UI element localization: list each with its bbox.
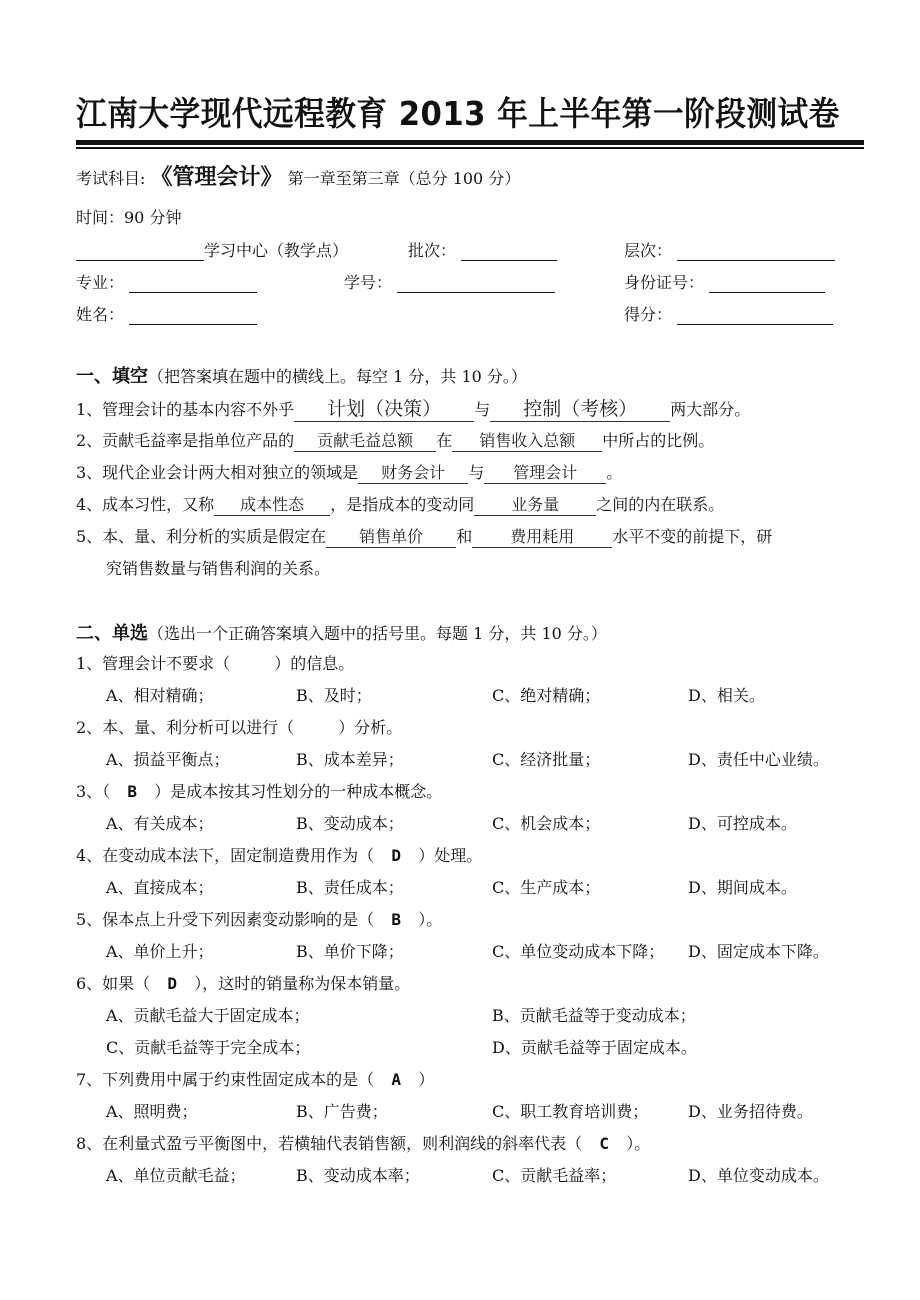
answer-blank[interactable]: 控制（考核）: [490, 394, 670, 422]
question-stem: ）: [418, 1070, 435, 1089]
answer-slot[interactable]: C: [599, 1134, 609, 1153]
student-no-row: [344, 270, 555, 293]
fill-question-1: [76, 394, 750, 422]
study-center-field[interactable]: [76, 242, 204, 261]
fill-question-2: [76, 428, 714, 452]
mcq-question-2: [76, 715, 402, 738]
question-stem: 5、保本点上升受下列因素变动影响的是（: [76, 910, 375, 929]
name-field[interactable]: [129, 306, 257, 325]
option-c[interactable]: C、贡献毛益率；: [492, 1166, 617, 1185]
answer-slot[interactable]: B: [391, 910, 401, 929]
option-b[interactable]: B、广告费；: [296, 1102, 388, 1121]
option-d[interactable]: D、期间成本。: [688, 878, 797, 897]
mcq-question-3: [76, 779, 442, 802]
level-field[interactable]: [677, 242, 835, 261]
option-b[interactable]: B、单价下降；: [296, 942, 404, 961]
option-a[interactable]: A、有关成本；: [106, 814, 214, 833]
mcq-question-1: [76, 651, 354, 674]
fill-question-5: [76, 524, 772, 548]
question-text: 中所占的比例。: [602, 431, 715, 450]
answer-blank[interactable]: 管理会计: [484, 460, 606, 484]
fill-question-3: [76, 460, 622, 484]
section2-heading: 二、单选: [76, 623, 148, 644]
question-text: 与: [468, 463, 485, 482]
question-stem: 1、管理会计不要求（: [76, 654, 231, 673]
subject-scope: 第一章至第三章（总分 100 分）: [287, 169, 521, 188]
question-text: 水平不变的前提下，研: [612, 527, 773, 546]
option-a[interactable]: A、直接成本；: [106, 878, 214, 897]
id-label: 身份证号：: [624, 273, 705, 292]
option-b[interactable]: B、成本差异；: [296, 750, 404, 769]
question-stem: 4、在变动成本法下，固定制造费用作为（: [76, 846, 375, 865]
question-text: 在: [436, 431, 453, 450]
question-stem: ），这时的销量称为保本销量。: [194, 974, 411, 993]
question-text: 两大部分。: [670, 400, 751, 419]
student-no-label: 学号：: [344, 273, 393, 292]
section2-header: [76, 619, 607, 645]
score-label: 得分：: [624, 305, 673, 324]
option-b[interactable]: B、贡献毛益等于变动成本；: [492, 1006, 696, 1025]
question-stem: 3、（: [76, 782, 111, 801]
answer-slot[interactable]: A: [391, 1070, 401, 1089]
major-label: 专业：: [76, 273, 125, 292]
option-a[interactable]: A、照明费；: [106, 1102, 198, 1121]
option-d[interactable]: D、固定成本下降。: [688, 942, 829, 961]
mcq-question-4: [76, 843, 482, 866]
question-stem: 8、在利量式盈亏平衡图中，若横轴代表销售额，则利润线的斜率代表（: [76, 1134, 583, 1153]
question-text: 1、管理会计的基本内容不外乎: [76, 400, 295, 419]
question-text: 2、贡献毛益率是指单位产品的: [76, 431, 295, 450]
question-text: 和: [456, 527, 473, 546]
option-d[interactable]: D、责任中心业绩。: [688, 750, 829, 769]
major-field[interactable]: [129, 274, 257, 293]
mcq-question-6: [76, 971, 410, 994]
question-stem: ）处理。: [418, 846, 483, 865]
id-field[interactable]: [709, 274, 825, 293]
question-stem: 7、下列费用中属于约束性固定成本的是（: [76, 1070, 375, 1089]
option-a[interactable]: A、单位贡献毛益；: [106, 1166, 246, 1185]
option-b[interactable]: B、变动成本；: [296, 814, 404, 833]
question-stem: ）。: [626, 1134, 651, 1153]
exam-title: 江南大学现代远程教育 2013 年上半年第一阶段测试卷: [76, 94, 840, 133]
option-d[interactable]: D、可控成本。: [688, 814, 797, 833]
answer-slot[interactable]: B: [127, 782, 137, 801]
option-c[interactable]: C、经济批量；: [492, 750, 601, 769]
level-row: [624, 238, 835, 261]
batch-label: 批次：: [408, 241, 457, 260]
question-text: 5、本、量、利分析的实质是假定在: [76, 527, 327, 546]
mcq-question-5: [76, 907, 442, 930]
section1-instructions: （把答案填在题中的横线上。每空 1 分，共 10 分。）: [148, 367, 527, 386]
option-d[interactable]: D、相关。: [688, 686, 765, 705]
section1-header: [76, 362, 527, 388]
subject-line: [76, 160, 520, 191]
study-center-label: 学习中心（教学点）: [204, 241, 349, 260]
question-stem: ）分析。: [338, 718, 403, 737]
fill-question-5-cont: 究销售数量与销售利润的关系。: [106, 559, 331, 578]
option-d[interactable]: D、业务招待费。: [688, 1102, 813, 1121]
answer-blank[interactable]: 销售收入总额: [452, 428, 602, 452]
time-line: 时间：90 分钟: [76, 208, 182, 227]
mcq-question-7: [76, 1067, 434, 1090]
option-a[interactable]: A、损益平衡点；: [106, 750, 230, 769]
question-text: 3、现代企业会计两大相对独立的领域是: [76, 463, 359, 482]
question-text: 与: [474, 400, 491, 419]
option-d[interactable]: D、单位变动成本。: [688, 1166, 829, 1185]
score-field[interactable]: [677, 306, 833, 325]
answer-blank[interactable]: 贡献毛益总额: [294, 428, 436, 452]
name-label: 姓名：: [76, 305, 125, 324]
answer-slot[interactable]: D: [167, 974, 177, 993]
answer-slot[interactable]: D: [391, 846, 401, 865]
option-c[interactable]: C、机会成本；: [492, 814, 601, 833]
section2-instructions: （选出一个正确答案填入题中的括号里。每题 1 分，共 10 分。）: [148, 624, 607, 643]
question-stem: ）。: [418, 910, 443, 929]
title-rule-thick: [76, 140, 864, 145]
question-text: 。: [606, 463, 623, 482]
option-c[interactable]: C、绝对精确；: [492, 686, 601, 705]
major-row: [76, 270, 257, 293]
option-a[interactable]: A、贡献毛益大于固定成本；: [106, 1006, 310, 1025]
level-label: 层次：: [624, 241, 673, 260]
answer-blank[interactable]: 成本性态: [214, 492, 330, 516]
answer-blank[interactable]: 费用耗用: [472, 524, 612, 548]
subject-name: 《管理会计》: [150, 165, 283, 190]
question-stem: 6、如果（: [76, 974, 151, 993]
option-c[interactable]: C、职工教育培训费；: [492, 1102, 649, 1121]
option-d[interactable]: D、贡献毛益等于固定成本。: [492, 1038, 697, 1057]
question-stem: 2、本、量、利分析可以进行（: [76, 718, 295, 737]
question-stem: ）的信息。: [274, 654, 355, 673]
question-stem: ）是成本按其习性划分的一种成本概念。: [154, 782, 443, 801]
question-text: 4、成本习性，又称: [76, 495, 215, 514]
option-b[interactable]: B、责任成本；: [296, 878, 404, 897]
option-a[interactable]: A、单价上升；: [106, 942, 214, 961]
answer-blank[interactable]: 计划（决策）: [294, 394, 474, 422]
option-b[interactable]: B、变动成本率；: [296, 1166, 420, 1185]
question-text: ，是指成本的变动同: [330, 495, 475, 514]
score-row: [624, 302, 833, 325]
option-b[interactable]: B、及时；: [296, 686, 372, 705]
study-center-row: [76, 238, 348, 261]
title-rule-thin: [76, 147, 864, 149]
option-c[interactable]: C、单位变动成本下降；: [492, 942, 665, 961]
answer-blank[interactable]: 财务会计: [358, 460, 468, 484]
id-row: [624, 270, 825, 293]
subject-label: 考试科目:: [76, 169, 146, 188]
mcq-question-8: [76, 1131, 650, 1154]
batch-row: [408, 238, 557, 261]
answer-blank[interactable]: 业务量: [474, 492, 596, 516]
student-no-field[interactable]: [397, 274, 555, 293]
name-row: [76, 302, 257, 325]
batch-field[interactable]: [461, 242, 557, 261]
answer-blank[interactable]: 销售单价: [326, 524, 456, 548]
question-text: 之间的内在联系。: [596, 495, 725, 514]
section1-heading: 一、填空: [76, 366, 148, 387]
option-c[interactable]: C、贡献毛益等于完全成本；: [106, 1038, 311, 1057]
option-a[interactable]: A、相对精确；: [106, 686, 214, 705]
fill-question-4: [76, 492, 724, 516]
option-c[interactable]: C、生产成本；: [492, 878, 601, 897]
